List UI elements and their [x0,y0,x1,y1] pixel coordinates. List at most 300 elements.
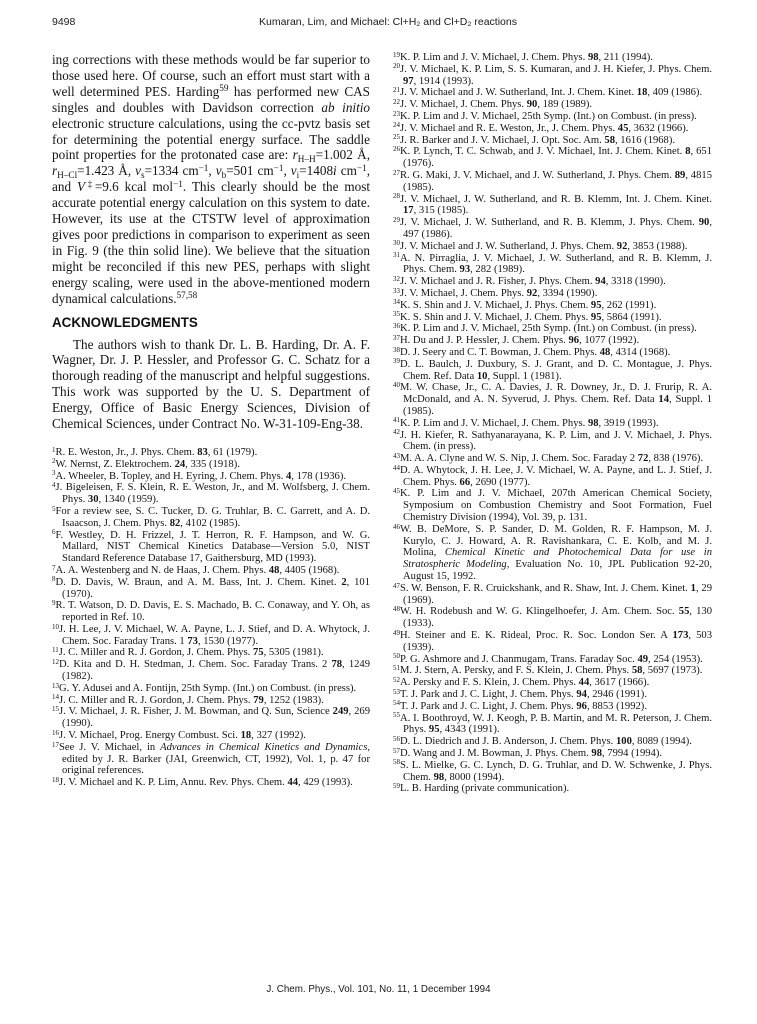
reference-item [52,647,370,659]
superscript: 59 [219,83,229,94]
text-run: , 838 (1976). [648,453,704,465]
reference-item [393,418,712,430]
reference-number: 55 [393,711,400,720]
text-run: , edited by J. R. Barker (JAI, Greenwich, CT, 1992), Vol. 1, p. 47 for original references. [62,741,370,777]
text-run: =1.002 Å, [315,147,370,163]
text-run: A. Persky and F. S. Klein, J. Chem. Phys. [399,677,579,689]
text-run: J. V. Michael, J. Chem. Phys. [399,99,527,111]
volume-number: 73 [187,635,198,647]
reference-number: 42 [393,428,400,437]
text-run: cm [336,163,357,179]
reference-item [393,288,712,300]
reference-item [393,347,712,359]
text-run: D. L. Diedrich and J. B. Anderson, J. Chem. Phys. [399,736,616,748]
text-run: K. P. Lim and J. V. Michael, 25th Symp. (Int.) on Combust. (in press). [399,323,697,335]
text-run: M. W. Chase, Jr., C. A. Davies, J. R. Downey, Jr., D. J. Frurip, R. A. McDonald, and A. N. Syverud, J. Phys. Chem. Ref. Data [399,382,712,406]
reference-item [393,736,712,748]
volume-number: 92 [616,240,628,252]
text-run: , 5864 (1991). [601,311,662,323]
italic-text: ν [215,163,222,179]
reference-item [52,777,370,789]
italic-text: V [76,179,85,195]
text-run: , 3318 (1990). [605,276,666,288]
text-run: , 1340 (1959). [98,494,159,506]
volume-number: 18 [240,730,252,742]
text-run: . This clearly should be the most accurate potential energy calculation on this system to date. However, its use at the CTSTW level of approximation gives poor predictions in comparison to experiment as seen in Fig. 9 (the thin solid line). We believe that the situation might be reconciled if this new PES, perhaps with slight energy scaling, were used in the above-mentioned modern dynamical calculations. [52,179,370,306]
text-run: , 211 (1994). [598,52,653,63]
reference-number: 36 [393,321,400,330]
text-run: , [283,163,291,179]
text-run: J. V. Michael, J. R. Fisher, J. M. Bowman, and Q. Sun, Science [58,706,333,718]
reference-item [393,99,712,111]
text-run: , 3853 (1988). [627,240,688,252]
superscript: −1 [198,162,209,173]
volume-number: 2 [341,576,347,588]
reference-item [393,465,712,489]
reference-number: 3 [52,469,56,478]
text-run: , 269 (1990). [62,706,371,730]
reference-item [52,447,370,459]
text-run: J. C. Miller and R. J. Gordon, J. Chem. Phys. [58,647,253,659]
text-run: , 3394 (1990). [537,287,598,299]
reference-number: 7 [52,563,56,572]
reference-item [393,170,712,194]
reference-number: 30 [393,239,400,248]
reference-item [52,683,370,695]
volume-number: 97 [403,75,414,87]
reference-item [393,64,712,88]
subscript: i [296,170,300,181]
text-run: D. L. Baulch, J. Duxbury, S. J. Grant, and D. C. Montague, J. Phys. Chem. Ref. Data [399,358,712,382]
reference-number: 25 [393,133,400,142]
text-run: , Suppl. 1 (1985). [403,394,712,417]
reference-number: 6 [52,528,56,537]
text-run: S. W. Benson, F. R. Cruickshank, and R. Shaw, Int. J. Chem. Kinet. [399,582,691,594]
text-run: J. V. Michael and K. P. Lim, Annu. Rev. Phys. Chem. [58,777,288,789]
reference-number: 27 [393,168,400,177]
reference-item [393,689,712,701]
volume-number: 98 [587,417,599,429]
text-run: K. P. Lim and J. V. Michael, 25th Symp. (Int.) on Combust. (in press). [399,110,697,122]
text-run: S. L. Mielke, G. C. Lynch, D. G. Truhlar, and D. W. Schwenke, J. Phys. Chem. [399,759,712,783]
reference-item [52,459,370,471]
text-run: =1408 [299,163,334,179]
text-run: K. P. Lynch, T. C. Schwab, and J. V. Michael, Int. J. Chem. Kinet. [399,146,686,158]
reference-number: 24 [393,121,400,130]
text-run: J. V. Michael and R. E. Weston, Jr., J. Chem. Phys. [399,122,618,134]
volume-number: 14 [658,394,670,406]
reference-number: 23 [393,109,400,118]
reference-number: 12 [52,657,59,666]
reference-item [393,382,712,417]
text-run: See J. V. Michael, in [58,741,161,753]
reference-number: 13 [52,681,59,690]
reference-item [393,359,712,383]
text-run: has performed new CAS singles and doubles with Davidson correction [52,83,370,115]
text-run: , 5697 (1973). [642,665,703,677]
reference-item [393,430,712,454]
text-run: A. Wheeler, B. Topley, and H. Eyring, J. Chem. Phys. [55,470,286,482]
text-run: J. V. Michael and J. W. Sutherland, J. Phys. Chem. [399,240,617,252]
volume-number: 100 [615,736,632,748]
reference-item [393,701,712,713]
reference-item [393,748,712,760]
text-run: , and [52,163,370,195]
text-run: J. V. Michael and J. R. Fisher, J. Phys. Chem. [399,276,596,288]
volume-number: 18 [636,87,648,99]
volume-number: 95 [428,724,440,736]
text-run: M. A. A. Clyne and W. S. Nip, J. Chem. Soc. Faraday 2 [399,453,638,465]
text-run: J. V. Michael, J. W. Sutherland, and R. B. Klemm, J. Phys. Chem. [399,217,699,229]
reference-number: 50 [393,652,400,661]
body-paragraph [52,52,370,307]
text-run: , 327 (1992). [251,730,306,742]
text-run: , 503 (1939). [403,630,712,653]
italic-text: ν [290,163,297,179]
text-run: D. D. Davis, W. Braun, and A. M. Bass, Int. J. Chem. Kinet. [55,576,342,588]
reference-item [52,530,370,565]
volume-number: 94 [595,276,606,288]
text-run: ing corrections with these methods would be far superior to those used here. Of course, such an effort must start with a well determined PES. Harding [52,52,370,99]
volume-number: 83 [197,446,208,458]
reference-item [393,312,712,324]
volume-number: 98 [591,748,602,760]
text-run: D. J. Seery and C. T. Bowman, J. Chem. Phys. [399,346,600,358]
text-run: , 262 (1991). [601,299,657,311]
reference-number: 14 [52,693,59,702]
reference-item [393,783,712,795]
volume-number: 95 [590,299,602,311]
reference-number: 44 [393,463,400,472]
reference-number: 19 [393,50,400,59]
reference-number: 5 [52,504,56,513]
text-run: A. A. Westenberg and N. de Haas, J. Chem. Phys. [55,564,269,576]
journal-citation-footer: J. Chem. Phys., Vol. 101, No. 11, 1 December 1994 [266,984,491,995]
volume-number: 89 [674,169,686,181]
reference-number: 37 [393,333,400,342]
reference-number: 54 [393,699,400,708]
reference-item [52,706,370,730]
running-title: Kumaran, Lim, and Michael: Cl+H₂ and Cl+D₂ reactions [259,16,517,28]
reference-number: 28 [393,192,400,201]
volume-number: 55 [678,606,690,618]
subscript: H–Cl [57,170,78,181]
reference-number: 33 [393,286,400,295]
reference-item [393,123,712,135]
text-run: F. Westley, D. H. Frizzel, J. T. Herron, R. F. Hampson, and W. G. Mallard, NIST Chemical Kinetics Database—Version 5.0, NIST Standard Reference Database 17, Gaithersburg, MD (1993). [55,529,370,565]
reference-number: 48 [393,605,400,614]
text-run: , 29 (1969). [403,582,713,606]
reference-item [52,600,370,624]
text-run: , 1252 (1983). [263,694,324,706]
volume-number: 90 [526,99,538,111]
text-run: P. G. Ashmore and J. Chanmugam, Trans. Faraday Soc. [399,653,638,665]
volume-number: 66 [459,476,471,488]
subscript: s [141,170,145,181]
reference-number: 49 [393,628,400,637]
text-run: , 4405 (1968). [279,564,340,576]
text-run: T. J. Park and J. C. Light, J. Chem. Phys. [399,689,577,701]
text-run: , 254 (1953). [648,653,703,665]
volume-number: 98 [587,52,599,63]
text-run: , 651 (1976). [403,146,713,170]
volume-number: 8 [685,146,691,158]
text-run: , 5305 (1981). [263,647,324,659]
text-run: J. V. Michael, J. W. Sutherland, and R. B. Klemm, Int. J. Chem. Kinet. [399,193,712,205]
superscript: ‡ [85,178,95,189]
reference-number: 57 [393,746,400,755]
text-run: , 282 (1989). [470,264,525,276]
text-run: , 335 (1918). [185,458,240,470]
text-run: , 409 (1986). [647,87,703,99]
reference-item [52,730,370,742]
reference-number: 51 [393,664,400,673]
italic-text: r [292,147,298,163]
reference-item [393,146,712,170]
text-run: J. H. Kiefer, R. Sathyanarayana, K. P. Lim, and J. V. Michael, J. Phys. Chem. (in press). [399,429,712,453]
text-run: M. J. Stern, A. Persky, and F. S. Klein, J. Chem. Phys. [399,665,632,677]
reference-item [393,253,712,277]
reference-number: 32 [393,274,400,283]
text-run: , 130 (1933). [403,606,712,630]
text-run: , 497 (1986). [403,217,712,240]
reference-number: 40 [393,380,400,389]
reference-item [393,760,712,784]
volume-number: 96 [576,700,587,712]
subscript: b [221,170,227,181]
reference-number: 17 [52,740,59,749]
reference-item [393,111,712,123]
volume-number: 49 [637,653,649,665]
text-run: =9.6 kcal mol [94,179,174,195]
reference-item [52,695,370,707]
reference-item [52,506,370,530]
text-run: K. P. Lim and J. V. Michael, 207th American Chemical Society, Symposium on Combustion Chemistry and Soot Formation, Fuel Chemistry Division (1994), Vol. 39, p. 131. [399,488,712,524]
reference-number: 15 [52,705,59,714]
reference-number: 47 [393,581,400,590]
volume-number: 48 [599,346,611,358]
reference-number: 41 [393,416,400,425]
reference-item [52,471,370,483]
reference-item [393,654,712,666]
text-run: , 8000 (1994). [444,771,505,783]
text-run: W. Nernst, Z. Elektrochem. [55,458,175,470]
text-run: J. V. Michael, Prog. Energy Combust. Sci. [58,730,241,742]
text-run: D. A. Whytock, J. H. Lee, J. V. Michael, W. A. Payne, and L. J. Stief, J. Chem. Phys. [399,464,712,488]
reference-number: 45 [393,487,400,496]
reference-number: 20 [393,62,400,71]
right-column [393,52,712,795]
italic-text: ab initio [321,99,370,115]
reference-item [393,241,712,253]
text-run: , 4314 (1968). [610,346,671,358]
reference-number: 46 [393,522,400,531]
text-run: , 2690 (1977). [470,476,531,488]
reference-number: 43 [393,451,400,460]
text-run: , 8853 (1992). [586,700,647,712]
volume-number: 93 [459,264,471,276]
text-run: , 8089 (1994). [631,736,692,748]
reference-number: 38 [393,345,400,354]
text-run: , 315 (1985). [413,205,469,217]
reference-item [393,583,712,607]
text-run: J. C. Miller and R. J. Gordon, J. Chem. Phys. [58,694,254,706]
left-column [52,52,370,789]
reference-number: 59 [393,782,400,791]
superscript: −1 [173,178,183,189]
text-run: H. Steiner and E. K. Rideal, Proc. R. Soc. London Ser. A [399,630,673,642]
reference-number: 9 [52,598,56,607]
reference-item [393,52,712,64]
text-run: K. S. Shin and J. V. Michael, J. Chem. Phys. [399,311,591,323]
volume-number: 98 [433,771,445,783]
reference-item [393,335,712,347]
text-run: , [208,163,216,179]
volume-number: 17 [403,205,414,217]
text-run: K. P. Lim and J. V. Michael, J. Chem. Phys. [399,417,588,429]
reference-item [393,488,712,523]
text-run: K. P. Lim and J. V. Michael, J. Chem. Phys. [399,52,588,63]
text-run: , 1914 (1993). [413,75,474,87]
text-run: , 3919 (1993). [598,417,659,429]
text-run: , 3632 (1966). [628,122,689,134]
superscript: −1 [356,162,367,173]
volume-number: 10 [476,370,488,382]
acknowledgments-paragraph: The authors wish to thank Dr. L. B. Harding, Dr. A. F. Wagner, Dr. J. P. Hessler, and Professor G. C. Schatz for a thorough reading of the manuscript and helpful suggestions. This work was supported by the U. S. Department of Energy, Office of Basic Energy Sciences, Division of Chemical Sciences, under Contract No. W-31-109-Eng-38. [52,336,370,432]
text-run: A. N. Pirraglia, J. V. Michael, J. W. Sutherland, and R. B. Klemm, J. Phys. Chem. [399,252,712,276]
reference-item [393,217,712,241]
text-run: , 189 (1989). [537,99,593,111]
volume-number: 95 [590,311,602,323]
reference-number: 58 [393,758,400,767]
volume-number: 94 [576,689,587,701]
text-run: , 178 (1936). [291,470,347,482]
volume-number: 92 [526,287,538,299]
references-list-left [52,447,370,789]
reference-number: 21 [393,86,400,95]
text-run: , 1249 (1982). [62,659,371,683]
text-run: L. B. Harding (private communication). [399,783,570,795]
reference-number: 29 [393,215,400,224]
reference-item [52,565,370,577]
text-run: R. T. Watson, D. D. Davis, E. S. Machado, B. C. Conaway, and Y. Oh, as reported in Ref. 10. [55,600,370,624]
reference-item [393,194,712,218]
reference-number: 4 [52,480,56,489]
reference-item [393,323,712,335]
reference-number: 39 [393,357,400,366]
volume-number: 72 [637,453,649,465]
section-heading-acknowledgments: ACKNOWLEDGMENTS [52,314,198,330]
reference-item [393,453,712,465]
text-run: , 1616 (1968). [615,134,676,146]
reference-number: 16 [52,728,59,737]
references-list-right [393,52,712,795]
text-run: , 1077 (1992). [579,335,640,347]
reference-item [393,135,712,147]
reference-number: 56 [393,734,400,743]
text-run: G. Y. Adusei and A. Fontijn, 25th Symp. (Int.) on Combust. (in press). [58,682,357,694]
text-run: R. G. Maki, J. V. Michael, and J. W. Sutherland, J. Phys. Chem. [399,169,675,181]
text-run: W. B. DeMore, S. P. Sander, D. M. Golden, R. F. Hampson, M. J. Kurylo, C. J. Howard, A. R. Ravishankara, C. E. Kolb, and M. J. Molina, [399,523,712,559]
volume-number: 1 [690,582,696,594]
text-run: =501 cm [226,163,274,179]
reference-item [393,606,712,630]
text-run: =1334 cm [144,163,199,179]
text-run: , Suppl. 1 (1981). [487,370,562,382]
text-run: , 4102 (1985). [180,517,241,529]
volume-number: 96 [568,335,580,347]
reference-number: 10 [52,622,59,631]
volume-number: 30 [87,494,99,506]
reference-number: 35 [393,310,400,319]
text-run: J. V. Michael, J. Chem. Phys. [399,287,527,299]
volume-number: 82 [169,517,181,529]
superscript: 57,58 [176,289,198,300]
text-run: J. R. Barker and J. V. Michael, J. Opt. Soc. Am. [399,134,605,146]
text-run: , 429 (1993). [298,777,353,789]
reference-item [393,300,712,312]
italic-text: r [52,163,58,179]
reference-item [52,624,370,648]
text-run: , 1530 (1977). [197,635,258,647]
text-run: D. Wang and J. M. Bowman, J. Phys. Chem. [399,748,592,760]
text-run: J. V. Michael, K. P. Lim, S. S. Kumaran, and J. H. Kiefer, J. Phys. Chem. [399,63,712,75]
volume-number: 58 [604,134,615,146]
volume-number: 44 [287,777,299,789]
reference-number: 11 [52,646,59,655]
reference-item [393,276,712,288]
reference-item [393,713,712,737]
text-run: J. Bigeleisen, F. S. Klein, R. E. Weston, Jr., and M. Wolfsberg, J. Chem. Phys. [55,482,370,506]
reference-number: 2 [52,457,56,466]
italic-text: i [333,163,337,179]
text-run: , Evaluation No. 10, JPL Publication 92-20, August 15, 1992. [403,559,712,583]
reference-number: 52 [393,675,400,684]
italic-text: Advances in Chemical Kinetics and Dynamics [160,741,368,753]
page-number: 9498 [52,16,76,28]
text-run: , 4343 (1991). [439,724,500,736]
italic-text: ν [135,163,142,179]
reference-item [52,742,370,777]
volume-number: 45 [617,122,629,134]
volume-number: 79 [253,694,264,706]
text-run: For a review see, S. C. Tucker, D. G. Truhlar, B. C. Garrett, and A. D. Isaacson, J. Chem. Phys. [55,505,370,529]
text-run: , 61 (1979). [207,446,258,458]
text-run: J. H. Lee, J. V. Michael, W. A. Payne, L. J. Stief, and D. A. Whytock, J. Chem. Soc. Faraday Trans. 1 [58,623,370,647]
reference-item [393,630,712,654]
reference-number: 26 [393,145,400,154]
volume-number: 24 [174,458,186,470]
reference-number: 53 [393,687,400,696]
italic-text: Chemical Kinetic and Photochemical Data for use in Stratospheric Modeling [403,547,712,571]
text-run: , 7994 (1994). [601,748,663,760]
superscript: −1 [273,162,284,173]
reference-number: 1 [52,445,56,454]
volume-number: 4 [286,470,292,482]
volume-number: 44 [578,677,590,689]
text-run: =1.423 Å, [77,163,136,179]
text-run: J. V. Michael and J. W. Sutherland, Int. J. Chem. Kinet. [399,87,637,99]
reference-item [52,577,370,601]
text-run: , 4815 (1985). [403,169,712,193]
reference-item [393,524,712,583]
volume-number: 48 [268,564,280,576]
reference-number: 31 [393,251,400,260]
volume-number: 75 [252,647,264,659]
text-run: R. E. Weston, Jr., J. Phys. Chem. [55,446,198,458]
volume-number: 78 [331,659,343,671]
reference-item [393,87,712,99]
